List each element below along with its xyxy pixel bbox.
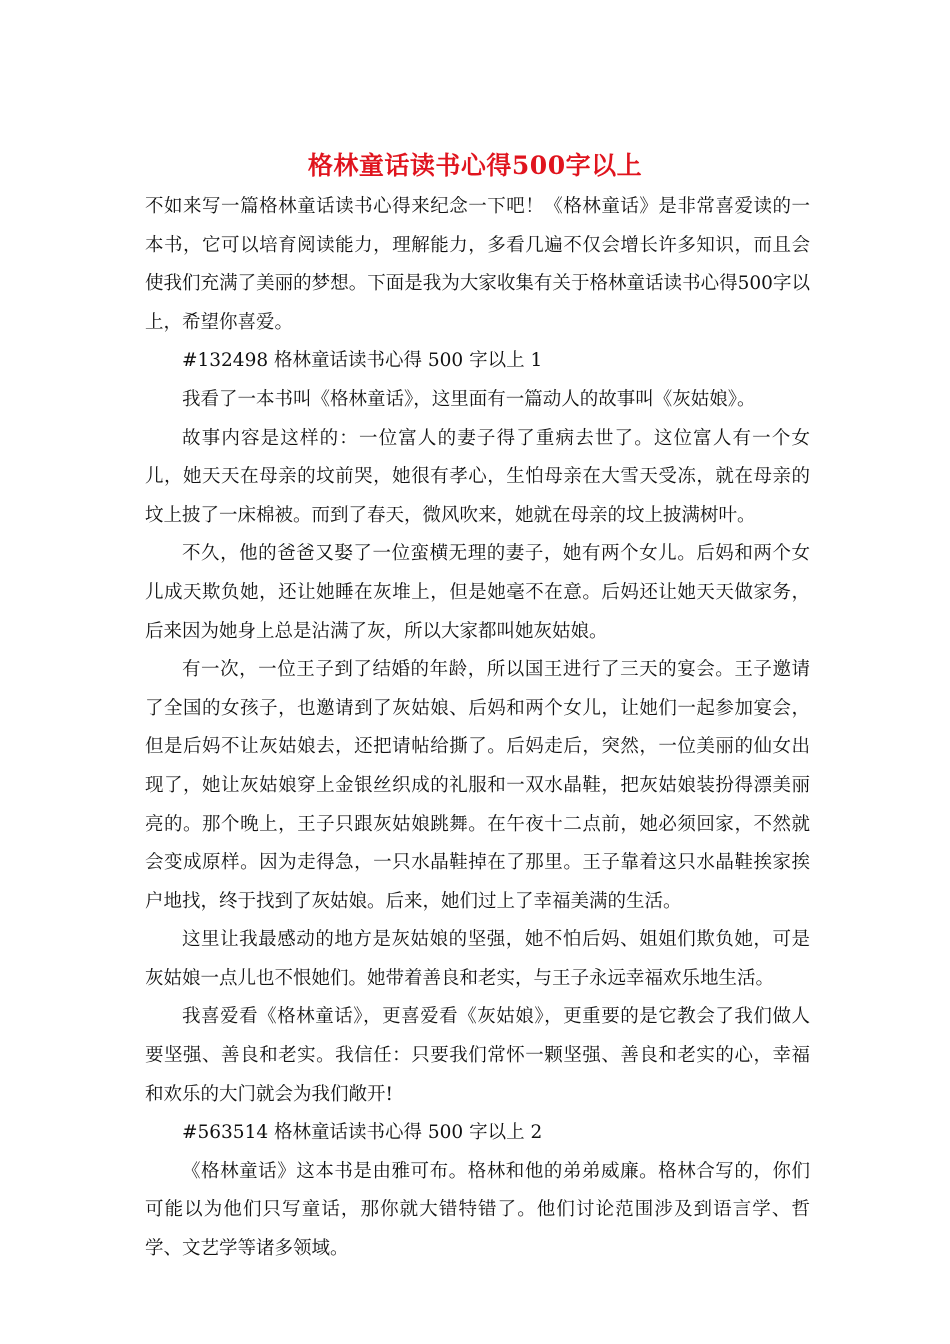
intro-paragraph: 不如来写一篇格林童话读书心得来纪念一下吧！《格林童话》是非常喜爱读的一本书，它可以培育阅读能力，理解能力，多看几遍不仅会增长许多知识，而且会使我们充满了美丽的梦想。下面是我为大家收集有关于格林童话读书心得500字以上，希望你喜爱。	[145, 196, 810, 333]
section-1-paragraph: 有一次，一位王子到了结婚的年龄，所以国王进行了三天的宴会。王子邀请了全国的女孩子，也邀请到了灰姑娘、后妈和两个女儿，让她们一起参加宴会，但是后妈不让灰姑娘去，还把请帖给撕了。后妈走后，突然，一位美丽的仙女出现了，她让灰姑娘穿上金银丝织成的礼服和一双水晶鞋，把灰姑娘装扮得漂美丽亮的。那个晚上，王子只跟灰姑娘跳舞。在午夜十二点前，她必须回家，不然就会变成原样。因为走得急，一只水晶鞋掉在了那里。王子靠着这只水晶鞋挨家挨户地找，终于找到了灰姑娘。后来，她们过上了幸福美满的生活。	[145, 659, 810, 912]
section-1-paragraph: 这里让我最感动的地方是灰姑娘的坚强，她不怕后妈、姐姐们欺负她，可是灰姑娘一点儿也不恨她们。她带着善良和老实，与王子永远幸福欢乐地生活。	[145, 929, 810, 989]
section-2-paragraph: 《格林童话》这本书是由雅可布。格林和他的弟弟威廉。格林合写的，你们可能以为他们只写童话，那你就大错特错了。他们讨论范围涉及到语言学、哲学、文艺学等诸多领域。	[145, 1160, 810, 1260]
document-title: 格林童话读书心得500字以上	[307, 151, 643, 180]
section-1-paragraph: 故事内容是这样的：一位富人的妻子得了重病去世了。这位富人有一个女儿，她天天在母亲的坟前哭，她很有孝心，生怕母亲在大雪天受冻，就在母亲的坟上披了一床棉被。而到了春天，微风吹来，她就在母亲的坟上披满树叶。	[145, 427, 810, 526]
section-1-paragraph: 不久，他的爸爸又娶了一位蛮横无理的妻子，她有两个女儿。后妈和两个女儿成天欺负她，还让她睡在灰堆上，但是她毫不在意。后妈还让她天天做家务，后来因为她身上总是沾满了灰，所以大家都叫她灰姑娘。	[145, 543, 810, 642]
document-body	[145, 188, 810, 1269]
section-1-heading: #132498 格林童话读书心得 500 字以上 1	[182, 350, 543, 372]
section-1-paragraph: 我喜爱看《格林童话》，更喜爱看《灰姑娘》，更重要的是它教会了我们做人要坚强、善良和老实。我信任：只要我们常怀一颗坚强、善良和老实的心，幸福和欢乐的大门就会为我们敞开!	[145, 1006, 810, 1105]
section-2-heading: #563514 格林童话读书心得 500 字以上 2	[182, 1122, 543, 1144]
section-1-paragraph: 我看了一本书叫《格林童话》，这里面有一篇动人的故事叫《灰姑娘》。	[182, 388, 756, 410]
